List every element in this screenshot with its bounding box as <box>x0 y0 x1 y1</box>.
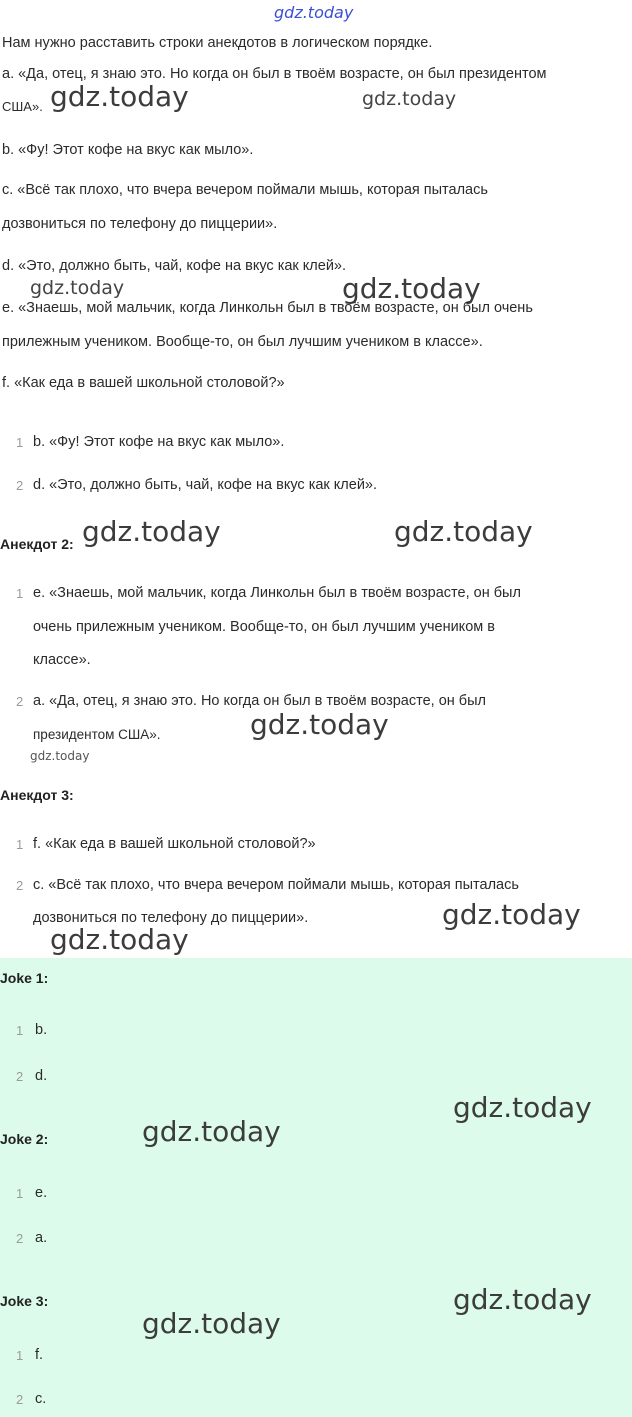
list-number: 1 <box>16 1186 24 1201</box>
list-item-line: e. «Знаешь, мой мальчик, когда Линкольн был в твоём возрасте, он был <box>33 585 521 601</box>
line-f: f. «Как еда в вашей школьной столовой?» <box>2 375 285 391</box>
list-item: d. «Это, должно быть, чай, кофе на вкус как клей». <box>33 477 378 493</box>
section-heading: Анекдот 2: <box>0 536 74 552</box>
watermark: gdz.today <box>442 898 581 931</box>
section-heading: Joke 1: <box>0 970 49 986</box>
list-item: b. «Фу! Этот кофе на вкус как мыло». <box>33 434 285 450</box>
line-b: b. «Фу! Этот кофе на вкус как мыло». <box>2 142 254 158</box>
list-item-line: дозвониться по телефону до пиццерии». <box>33 910 309 926</box>
line-e-1: e. «Знаешь, мой мальчик, когда Линкольн был в твоём возрасте, он был очень <box>2 300 533 316</box>
watermark: gdz.today <box>453 1283 592 1316</box>
line-d: d. «Это, должно быть, чай, кофе на вкус как клей». <box>2 258 347 274</box>
list-number: 1 <box>16 435 24 450</box>
section-heading: Joke 2: <box>0 1131 49 1147</box>
list-number: 1 <box>16 1348 24 1363</box>
list-item: f. <box>35 1347 44 1363</box>
section-heading: Анекдот 3: <box>0 787 74 803</box>
list-item-line: очень прилежным учеником. Вообще-то, он был лучшим учеником в <box>33 619 495 635</box>
watermark-top: gdz.today <box>274 3 354 22</box>
answer-panel <box>0 958 632 1417</box>
list-item-line: a. «Да, отец, я знаю это. Но когда он был в твоём возрасте, он был <box>33 693 486 709</box>
watermark: gdz.today <box>30 749 90 763</box>
line-c-1: c. «Всё так плохо, что вчера вечером поймали мышь, которая пыталась <box>2 182 488 198</box>
watermark: gdz.today <box>142 1115 281 1148</box>
watermark: gdz.today <box>394 515 533 548</box>
list-number: 2 <box>16 1392 24 1407</box>
line-a-1: a. «Да, отец, я знаю это. Но когда он был в твоём возрасте, он был президентом <box>2 66 547 82</box>
line-a-2: США». <box>2 99 43 114</box>
watermark: gdz.today <box>342 272 481 305</box>
watermark: gdz.today <box>453 1091 592 1124</box>
list-item: b. <box>35 1022 48 1038</box>
watermark: gdz.today <box>250 708 389 741</box>
list-number: 2 <box>16 1069 24 1084</box>
watermark: gdz.today <box>362 88 457 110</box>
watermark: gdz.today <box>50 923 189 956</box>
watermark: gdz.today <box>30 277 125 299</box>
list-number: 2 <box>16 878 24 893</box>
list-item: e. <box>35 1185 48 1201</box>
list-item-line: классе». <box>33 652 91 668</box>
list-item: c. <box>35 1391 47 1407</box>
line-c-2: дозвониться по телефону до пиццерии». <box>2 216 278 232</box>
watermark: gdz.today <box>142 1307 281 1340</box>
line-e-2: прилежным учеником. Вообще-то, он был лучшим учеником в классе». <box>2 334 483 350</box>
list-number: 2 <box>16 1231 24 1246</box>
list-number: 2 <box>16 694 24 709</box>
list-number: 2 <box>16 478 24 493</box>
list-number: 1 <box>16 837 24 852</box>
list-number: 1 <box>16 586 24 601</box>
section-heading: Joke 3: <box>0 1293 49 1309</box>
watermark: gdz.today <box>82 515 221 548</box>
list-item: a. <box>35 1230 48 1246</box>
watermark: gdz.today <box>50 80 189 113</box>
list-item-line: c. «Всё так плохо, что вчера вечером поймали мышь, которая пыталась <box>33 877 519 893</box>
list-item: f. «Как еда в вашей школьной столовой?» <box>33 836 316 852</box>
list-item-line: президентом США». <box>33 727 161 742</box>
intro-text: Нам нужно расставить строки анекдотов в логическом порядке. <box>2 35 433 51</box>
list-item: d. <box>35 1068 48 1084</box>
list-number: 1 <box>16 1023 24 1038</box>
